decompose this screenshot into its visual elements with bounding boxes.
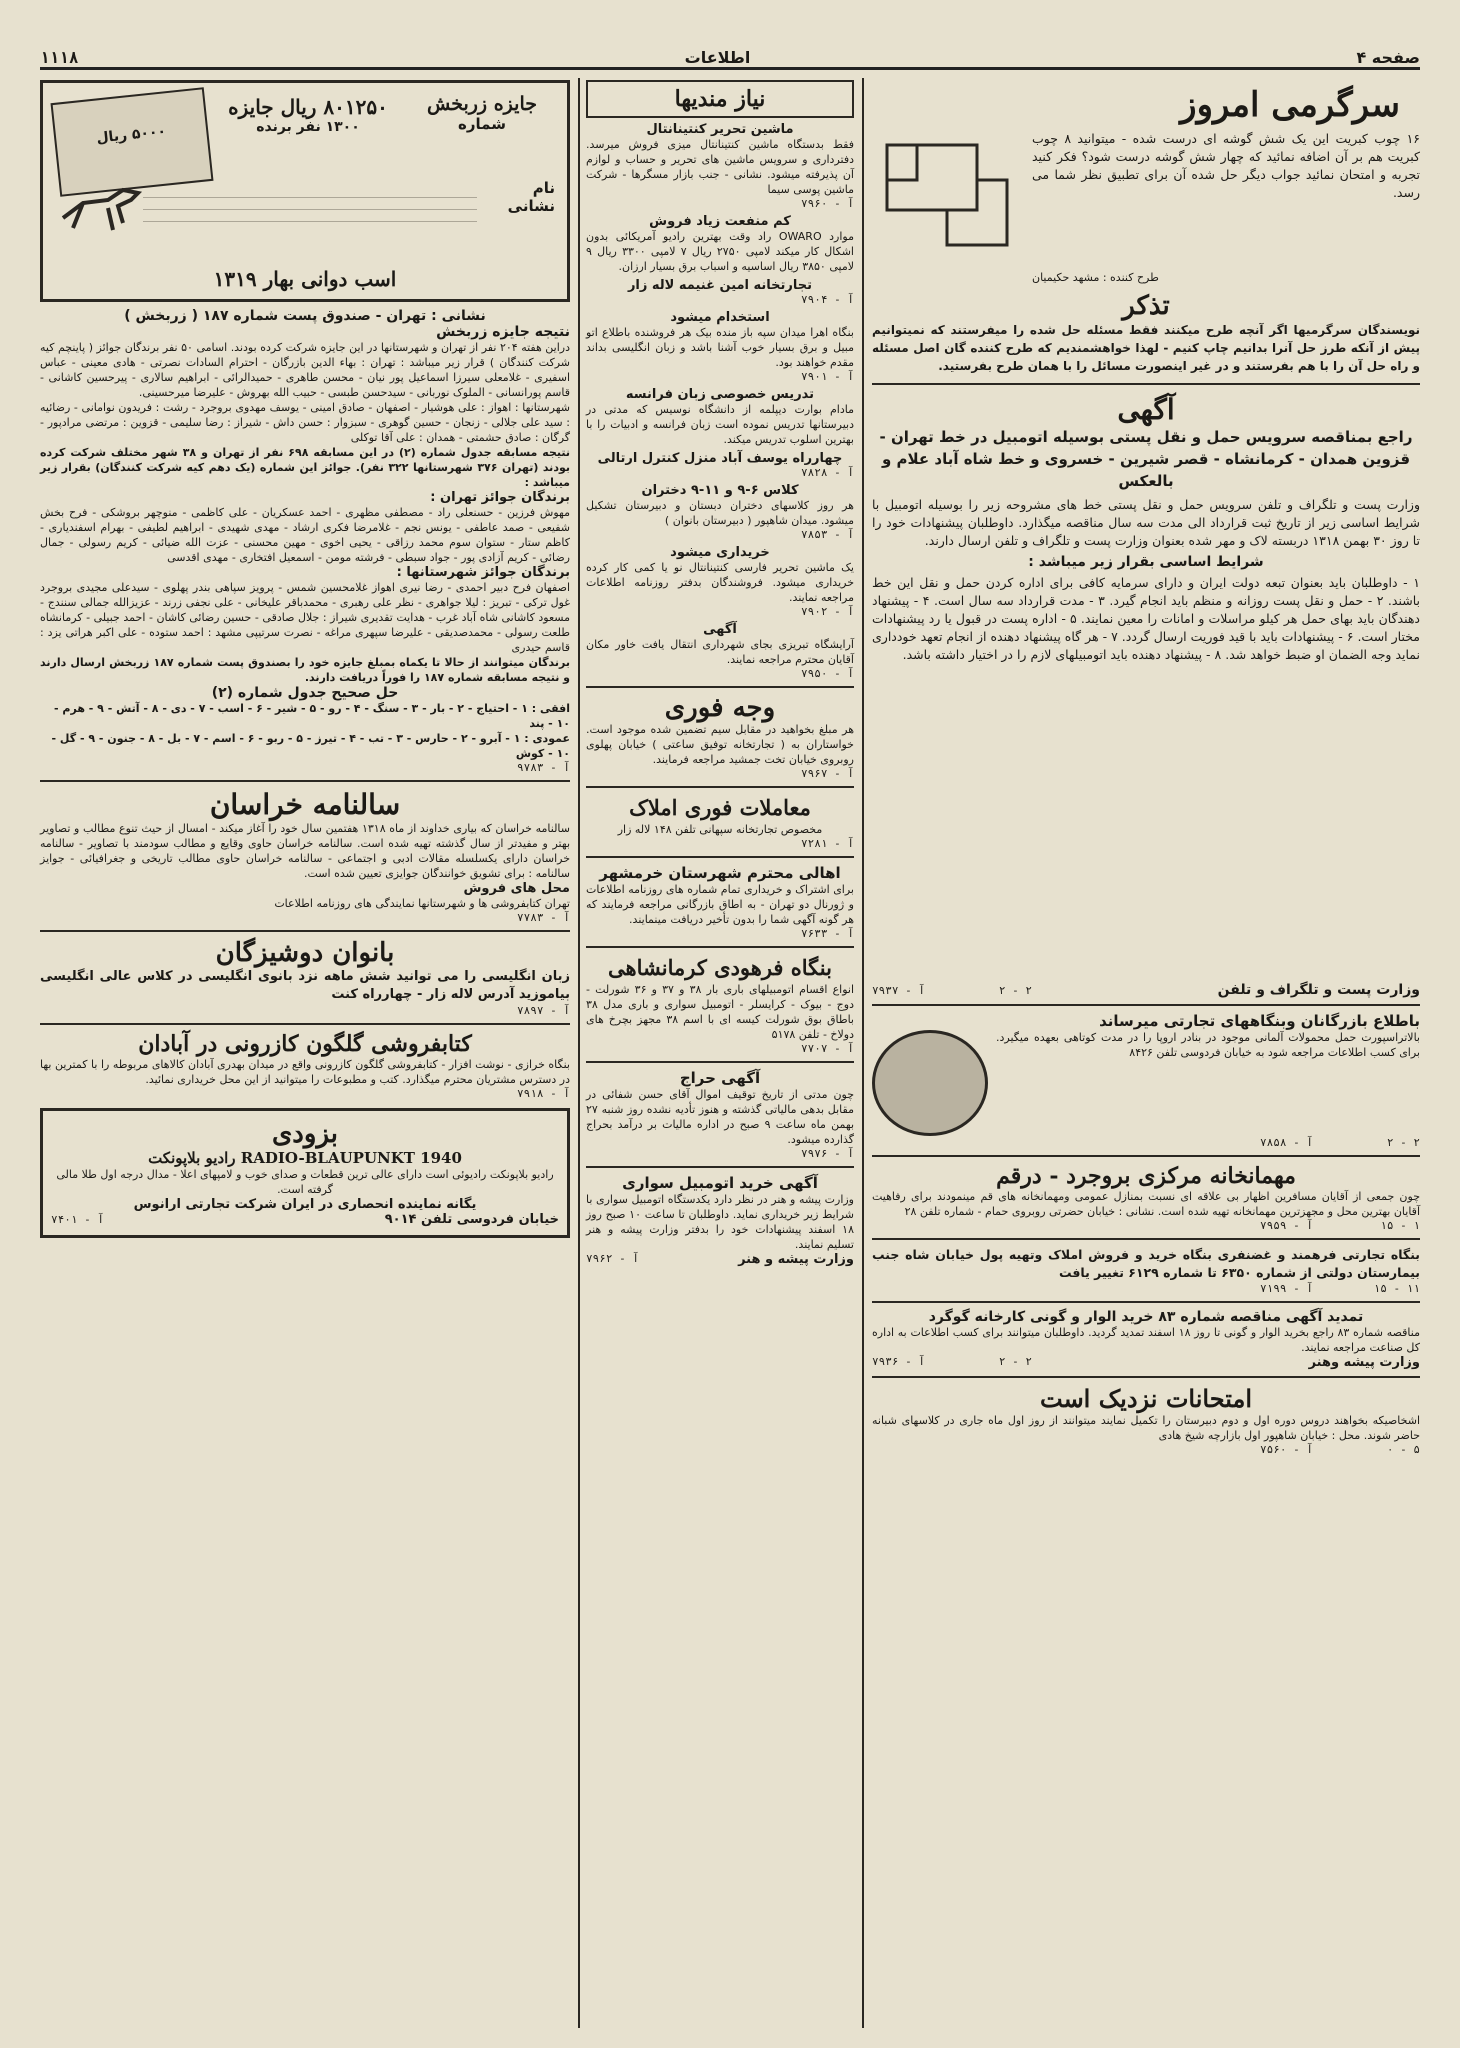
divider	[872, 1376, 1420, 1378]
needs-ad-title: کم منفعت زیاد فروش	[649, 214, 791, 229]
needs-ad	[586, 214, 854, 274]
tazakkor-title: تذکر	[1122, 291, 1170, 321]
needs-ad-title: کلاس ۶-۹ و ۱۱-۹ دختران	[641, 483, 799, 498]
exams-title: امتحانات نزدیک است	[1040, 1384, 1252, 1413]
radio-product: RADIO-BLAUPUNKT 1940 رادیو بلاپونکت	[148, 1149, 462, 1167]
needs-ad	[586, 310, 854, 383]
needs-ad-text: بنگاه اهرا میدان سپه باز منده بیک هر فروشنده باطلاع اتو مبیل و برق بسیار خوب آشنا باشد و زبان انگلیسی بداند مقدم خواهند بود.	[586, 326, 854, 369]
bongah-title: بنگاه فرهودی کرمانشاهی	[608, 955, 832, 980]
needs-title: نیاز مندیها	[586, 80, 854, 118]
tehran-winners: مهوش فرزین - حسنعلی راد - مصطفی مظهری - احمد عسکریان - علی کاظمی - منوچهر بروشکی - فرح بخش شفیعی - صمد عاطفی - یونس نجم - غلامرضا فکری ارشاد - مهدی شهیدی - ابراهیم لطیفی - بهرام اسفندیاری - کاظم ستار - ستوان سوم محمد رزاقی - یحیی اخوی - مهین محسنی - عزت الله ضیائی - کریم رسولی - جمال رضائی - کریم آزادی پور - جواد سبطی - فرشته مومن - اسمعیل افتخاری - مهدی اقدسی	[40, 506, 570, 564]
needs-ad-title: خریداری میشود	[670, 545, 770, 560]
sargarmi-text: ۱۶ چوب کبریت این یک شش گوشه ای درست شده - میتوانید ۸ چوب کبریت هم بر آن اضافه نمائید که چهار شش گوشه درست شود؟ فکر کنید تجربه و امتحان نمائید جواب دیگر حل شده آن برای تطبیق نظر شما می رسد.	[1032, 131, 1420, 200]
issue-date: ۱۱۱۸	[40, 48, 79, 67]
salname-text: سالنامه خراسان که بیاری خداوند از ماه ۱۳۱۸ هفتمین سال خود را آغاز میکند - امسال از حیث تنوع مطالب و تصاویر بهتر و مفیدتر از سال گذشته تهیه شده است. سالنامه خراسان حاوی وقایع و مطالب سودمند با تصاویر - سالنامه خراسان دارای یکسلسله مقالات ادبی و اجتماعی - سالنامه خراسان حاوی مطالب تاریخی و جغرافیائی - جوایز سالنامه : برای تشویق خوانندگان جوایزی تعیین شده است.	[40, 822, 570, 880]
prize-ad-box	[40, 80, 570, 302]
column-rule-right	[862, 78, 864, 2028]
tehran-winners-title: برندگان جوائز تهران :	[430, 490, 570, 505]
divider	[586, 1166, 854, 1168]
agahi-code: ۲ - ۲ آ - ۷۹۳۷	[872, 983, 1032, 997]
divider	[40, 1023, 570, 1025]
sargarmi-designer: طرح کننده : مشهد حکیمیان	[1032, 271, 1159, 284]
banuan-title: بانوان دوشیزگان	[215, 938, 395, 968]
needs-ad	[586, 387, 854, 447]
exams-text: اشخاصیکه بخواهند دروس دوره اول و دوم دبیرستان را تکمیل نمایند میتوانند از روز اول ماه جاری در کلاسهای شبانه حاضر شوند. محل : خیابان شاهپور اول بازارچه شیخ هادی	[872, 1414, 1420, 1442]
globe-logo-icon	[872, 1030, 988, 1136]
agahi-conditions-title: شرایط اساسی بقرار زیر میباشد :	[1028, 554, 1264, 570]
tazakkor-text: نویسندگان سرگرمیها اگر آنچه طرح میکنند فقط مسئله حل شده را میفرستند که نمیتوانیم پیش از آنکه طرز حل آنرا بدانیم چاپ کنیم - لهذا خواهشمندیم که طرح کننده گان اصل مسئله و راه حل آن را با هم بفرستند و در غیر اینصورت مسائل را با همان طرح بفرستید.	[872, 323, 1420, 373]
form-fill-lines	[143, 191, 477, 231]
divider	[872, 1238, 1420, 1240]
car-ad-signature: وزارت پیشه و هنر	[738, 1252, 854, 1267]
amlak-title: معاملات فوری املاک	[629, 795, 811, 820]
needs-ad-code: آ - ۷۹۵۰	[801, 667, 854, 680]
monaqese-code: ۲ - ۲ آ - ۷۹۳۶	[872, 1355, 1032, 1368]
monaqese-text: مناقصه شماره ۸۳ راجع بخرید الوار و گونی تا روز ۱۸ اسفند تمدید گردید. داوطلبان میتوانند برای کسب اطلاعات به اداره کل صناعت مراجعه نمایند.	[872, 1326, 1420, 1354]
divider	[586, 856, 854, 858]
needs-ad	[586, 451, 854, 479]
radio-agent: یگانه نماینده انحصاری در ایران شرکت تجارتی ارانوس	[133, 1197, 477, 1212]
needs-ad-text: هر روز کلاسهای دختران دبستان و دبیرستان تشکیل میشود. میدان شاهپور ( دبیرستان بانوان )	[586, 499, 854, 527]
vajh-code: آ - ۷۹۶۷	[801, 767, 854, 780]
needs-ad-code: آ - ۷۹۰۴	[801, 293, 854, 306]
provinces-winners-title: برندگان جوائز شهرستانها :	[396, 565, 570, 580]
salname-sales: تهران کتابفروشی ها و شهرستانها نمایندگی های روزنامه اطلاعات	[274, 897, 570, 910]
car-ad-title: آگهی خرید اتومبیل سواری	[622, 1174, 818, 1192]
divider	[40, 930, 570, 932]
solution-horizontal: افقی : ۱ - احتیاج - ۲ - بار - ۳ - سنگ - ۴ - رو - ۵ - شیر - ۶ - اسب - ۷ - دی - ۸ - آتش - ۹ - هرم - ۱۰ - پند	[54, 702, 570, 730]
radio-text: رادیو بلاپونکت رادیوئی است دارای عالی ترین قطعات و صدای خوب و لامپهای اعلا - مدال درجه اول طلا مالی گرفته است.	[56, 1168, 554, 1196]
needs-ad-text: مادام بوارت دیپلمه از دانشگاه نوسیس که مدتی در دبیرستانها تدریس نموده است زبان فرانسه و ادبیات را با بهترین اسلوب تدریس میکند.	[586, 403, 854, 446]
radio-address: خیابان فردوسی تلفن ۹۰۱۴	[384, 1212, 559, 1227]
agahi-headline: راجع بمناقصه سرویس حمل و نقل پستی بوسیله اتومبیل در خط تهران - قزوین همدان - کرمانشاه - قصر شیرین - خسروی و خط شاه آباد علام و بالعکس	[879, 428, 1413, 490]
divider	[586, 786, 854, 788]
ketab-code: آ - ۷۹۱۸	[517, 1087, 570, 1100]
trade-text: بنگاه تجارتی فرهمند و غضنفری بنگاه خرید و فروش املاک وتهیه پول خیابان شاه جنب بیمارستان دولتی از شماره ۶۳۵۰ تا شماره ۶۱۲۹ تغییر یافت	[872, 1247, 1420, 1280]
page-label: صفحه ۴	[1356, 48, 1420, 67]
amlak-text: مخصوص تجارتخانه سپهانی تلفن ۱۴۸ لاله زار	[617, 823, 823, 836]
needs-ad-text: موارد OWARO راد وقت بهترین رادیو آمریکائی بدون اشکال کار میکند لامپی ۲۷۵۰ ریال ۷ لامپی ۳۳۰۰ ریال ۹ لامپی ۳۸۵۰ ریال اساسیه و اسباب برق بسیار ارزان.	[586, 230, 854, 273]
needs-ad-title: چهارراه یوسف آباد منزل کنترل ارتالی	[597, 451, 843, 466]
radio-title: بزودی	[271, 1119, 339, 1149]
ketab-text: بنگاه خرازی - نوشت افزار - کتابفروشی گلگون کازرونی واقع در میدان بهدری آبادان کالاهای مربوطه را با کمترین بها در دسترس مشتریان محترم میگذارد. کتب و مطبوعات را میتوانید از این محل خریداری نمائید.	[40, 1058, 570, 1086]
amlak-code: آ - ۷۲۸۱	[801, 837, 854, 850]
needs-ad-code: آ - ۷۹۶۰	[801, 197, 854, 210]
divider	[872, 1301, 1420, 1303]
middle-column	[586, 80, 854, 2010]
divider	[872, 1004, 1420, 1006]
needs-ad-title: استخدام میشود	[670, 310, 770, 325]
haraj-title: آگهی حراج	[679, 1069, 761, 1087]
trade-code: ۱۱ - ۱۵ آ - ۷۱۹۹	[1260, 1282, 1420, 1295]
prize-title: جایزه زربخش	[426, 93, 537, 115]
divider	[40, 780, 570, 782]
right-column	[872, 80, 1420, 2010]
sargarmi-title: سرگرمی امروز	[1180, 85, 1400, 125]
prize-amount-block	[213, 95, 403, 135]
khorramshahr-title: اهالی محترم شهرستان خرمشهر	[599, 864, 841, 882]
car-ad-code: آ - ۷۹۶۲	[586, 1252, 639, 1265]
matchstick-puzzle-figure	[872, 130, 1022, 270]
form-labels	[508, 179, 555, 215]
needs-ad-title: تجارتخانه امین غنیمه لاله زار	[627, 278, 813, 293]
agahi-signature: وزارت پست و تلگراف و تلفن	[1217, 982, 1420, 998]
bongah-code: آ - ۷۷۰۷	[801, 1042, 854, 1055]
car-ad-text: وزارت پیشه و هنر در نظر دارد یکدستگاه اتومبیل سواری با شرایط زیر خریداری نماید. داوطلبان تا ساعت ۱۰ صبح روز ۱۸ اسفند پیشنهادات خود را بدفتر وزارت پیشه و هنر تسلیم نمایند.	[586, 1193, 854, 1251]
ticket-value: ۵۰۰۰ ریال	[95, 123, 167, 147]
vajh-text: هر مبلغ بخواهید در مقابل سیم تضمین شده موجود است. خواستاران به ( تجارتخانه توفیق ساعتی ) خیابان پهلوی روبروی خیابان تخت جمشید مراجعه فرمایند.	[586, 723, 854, 766]
hotel-code: ۱ - ۱۵ آ - ۷۹۵۹	[1260, 1219, 1420, 1232]
radio-code: آ - ۷۴۰۱	[51, 1213, 104, 1226]
left-column	[40, 80, 570, 2010]
address-label: نشانی	[507, 197, 555, 215]
needs-ad-code: آ - ۷۹۰۲	[801, 605, 854, 618]
needs-ad	[586, 483, 854, 541]
brand-ad-text: بالاتراسپورت حمل محمولات آلمانی موجود در بنادر اروپا را در مدت کوتاهی بعهده میگیرد. برای کسب اطلاعات مراجعه شود به خیابان فردوسی تلفن ۸۴۲۶	[996, 1031, 1420, 1059]
table-result: نتیجه مسابقه جدول شماره (۲) در این مسابقه ۶۹۸ نفر از تهران و ۳۸ شهر مختلف شرکت کرده بودند (تهران ۳۷۶ شهرستانها ۳۲۲ نفر). جوائز این شماره (یک دهم کیه شرکت کنندگان) بقرار زیر میباشد :	[40, 446, 570, 489]
salname-sales-title: محل های فروش	[463, 881, 570, 896]
radio-ad-box	[40, 1108, 570, 1238]
monaqese-signature: وزارت پیشه وهنر	[1308, 1355, 1420, 1370]
exams-code: ۵ - ۰ آ - ۷۵۶۰	[1260, 1443, 1420, 1456]
solution-title: حل صحیح جدول شماره (۲)	[211, 685, 399, 701]
divider	[872, 1155, 1420, 1157]
prize-amount: ۸۰۱۲۵۰ ریال جایزه	[228, 95, 388, 119]
banuan-text: زبان انگلیسی را می توانید شش ماهه نزد بانوی انگلیسی در کلاس عالی انگلیسی بیاموزید آدرس لاله زار - چهارراه کنت	[40, 969, 570, 1002]
results-title: نتیجه جایزه زربخش	[436, 324, 570, 340]
results-provinces: شهرستانها : اهواز : علی هوشیار - اصفهان - صادق امینی - یوسف مهدوی بروجرد - رشت : فریدون نوامانی - رضائیه : سید علی جلالی - زنجان - حسین گوهری - سبزوار : حسن داش - شیراز : رضا سلیمی - قزوین : مرتضی مرادپور - گرگان : صادق حشمتی - همدان : علی آقا توکلی	[40, 401, 570, 444]
prize-winners: ۱۳۰۰ نفر برنده	[256, 119, 360, 135]
divider	[586, 686, 854, 688]
bongah-text: انواع اقسام اتومبیلهای باری بار ۳۸ و ۳۷ و ۳۶ شورلت - دوج - بیوک - کرایسلر - اتومبیل سواری و باری مدل ۳۸ باطاق بوق شورلت کیسه ای با اسم ۳۸ مجهز بچرخ های دولاخ - تلفن ۵۱۷۸	[586, 983, 854, 1041]
horse-race-caption: اسب دوانی بهار ۱۳۱۹	[213, 267, 397, 291]
paper-name: اطلاعات	[684, 48, 751, 67]
agahi-title: آگهی	[1117, 393, 1175, 426]
brand-ad-title: باطلاع بازرگانان وبنگاههای تجارتی میرساند	[1099, 1012, 1420, 1030]
solution-vertical: عمودی : ۱ - آبرو - ۲ - حارس - ۳ - تب - ۴ - تیرز - ۵ - ربو - ۶ - اسم - ۷ - بل - ۸ - جنون - ۹ - گل - ۱۰ - کوش	[51, 732, 570, 760]
khorramshahr-code: آ - ۷۶۳۳	[801, 927, 854, 940]
needs-ad-text: فقط بدستگاه ماشین کنتینانتال میزی فروش میرسد. دفترداری و سرویس ماشین های تحریر و حساب و لوازم آن پذیرفته میشود. نشانی - جنب بازار مسگرها - شرکت ماشین پوسی سیما	[586, 138, 854, 196]
results-notice: برندگان میتوانند از حالا تا یکماه بمبلغ جایزه خود را بصندوق پست شماره ۱۸۷ زربخش ارسال دارند و نتیجه مسابقه شماره ۱۸۷ را فوراً دریافت دارند.	[40, 656, 570, 684]
agahi-body: وزارت پست و تلگراف و تلفن سرویس حمل و نقل پستی خط های مشروحه زیر را بوسیله اتومبیل با شرایط اساسی زیر از تاریخ ثبت قرارداد الی مدت سه سال مناقصه میگذارد. داوطلبان پیشنهادات خود را تا روز ۳۰ بهمن ۱۳۱۸ دربسته لاک و مهر شده بعنوان وزارت پست و تلگراف و تلفن ارسال دارند.	[872, 497, 1420, 548]
name-label: نام	[532, 179, 555, 197]
monaqese-title: تمدید آگهی مناقصه شماره ۸۳ خرید الوار و گونی کارخانه گوگرد	[928, 1309, 1364, 1325]
provinces-winners: اصفهان فرح دبیر احمدی - رضا نیری اهواز غلامحسین شمس - پرویز سپاهی بندر پهلوی - سیدعلی مجیدی بروجرد غول ترکی - تبریز : لیلا جواهری - نظر علی رهبری - محمدباقر علیخانی - علی نجفی زرند - عزیزالله جمالی سنندج - مسعود کاشانی شاه آباد غرب - هدایت تقدیری شیراز : جلال صادقی - حسین رضائی کاشان - احمد جبیلی - کرمانشاه طلعت رسولی - محمدصدیقی - علیرضا سپهری مراغه - نصرت سرتیپی مشهد : احمد ستوده - علی اکبر هراتی یزد : قاسم حیدری	[40, 581, 570, 654]
divider	[586, 946, 854, 948]
needs-ad-text: یک ماشین تحریر فارسی کنتینانتال نو یا کمی کار کرده خریداری میشود. فروشندگان بدفتر روزنامه اطلاعات مراجعه نمایند.	[586, 561, 854, 604]
needs-ad-title: تدریس خصوصی زبان فرانسه	[625, 387, 815, 402]
page-header	[40, 30, 1420, 70]
racehorse-icon	[53, 178, 153, 238]
results-code: آ - ۹۷۸۳	[517, 761, 570, 774]
salname-title: سالنامه خراسان	[209, 788, 401, 821]
banuan-code: آ - ۷۸۹۷	[517, 1004, 570, 1017]
salname-code: آ - ۷۷۸۳	[517, 911, 570, 924]
needs-ad-code: آ - ۷۸۵۳	[801, 528, 854, 541]
prize-number-label: شماره	[458, 115, 506, 133]
needs-ad	[586, 622, 854, 680]
agahi-conditions: ۱ - داوطلبان باید بعنوان تبعه دولت ایران و دارای سرمایه کافی برای اداره کردن حمل و نقل این خط باشند. ۲ - حمل و نقل پست روزانه و منظم باید انجام گیرد. ۳ - مدت قرارداد سه سال است. ۴ - پیشنهاد دهندگان باید بهای حمل هر کیلو مراسلات و امانات را معین نمایند. ۵ - اداره پست در قبول یا رد پیشنهادات مختار است. ۶ - پیشنهادات باید با قید فوریت ارسال گردد. ۷ - هر گاه پیشنهاد دهنده از انجام تعهد خودداری نماید وجه الضمان او ضبط خواهد شد. ۸ - پیشنهاد دهنده باید اتومبیلهای لازم را در اختیار داشته باشد.	[872, 575, 1420, 662]
needs-ad	[586, 122, 854, 210]
khorramshahr-text: برای اشتراک و خریداری تمام شماره های روزنامه اطلاعات و ژورنال دو تهران - به اطاق بازرگانی مراجعه فرمایند که هر گونه آگهی شما را بدون تأخیر دریافت مینمایند.	[586, 883, 854, 926]
haraj-text: چون مدتی از تاریخ توقیف اموال آقای حسن شفائی در مقابل بدهی مالیاتی گذشته و هنوز تأدیه نشده روز شنبه ۲۷ بهمن ماه ساعت ۹ صبح در اداره مالیات بر درآمد بحراج گذارده میشود.	[586, 1088, 855, 1146]
results-address: نشانی : تهران - صندوق پست شماره ۱۸۷ ( زربخش )	[124, 308, 486, 324]
matchstick-hexagon-icon	[872, 130, 1022, 270]
divider	[872, 383, 1420, 385]
brand-ad-code: ۲ - ۲ آ - ۷۸۵۸	[1260, 1136, 1420, 1149]
divider	[586, 1061, 854, 1063]
needs-ad-code: آ - ۷۹۰۱	[801, 370, 854, 383]
hotel-title: مهمانخانه مرکزی بروجرد - درقم	[996, 1163, 1296, 1189]
ketab-title: کتابفروشی گلگون کازرونی در آبادان	[138, 1031, 472, 1057]
haraj-code: آ - ۷۹۷۶	[801, 1147, 854, 1160]
prize-title-block	[407, 93, 557, 133]
needs-ad	[586, 545, 854, 618]
needs-ad-title: آگهی	[703, 622, 737, 637]
results-body: دراین هفته ۲۰۴ نفر از تهران و شهرستانها در این جایزه شرکت کرده بودند. اسامی ۵۰ نفر برندگان جوائز ( پاینچم کیه شرکت کنندگان ) قرار زیر میباشد : تهران : بهاء الدین بازرگان - احترام السادات نصرتی - هادی معینی - عباس اسفیری - غلامعلی سیرزا اسماعیل پور نیان - محسن طاهری - حمیدالرائی - ابراهیم سالاری - پیرحسین کاشانی - قاسم پورانسانی - الملوک نوربانی - سیدحسن طبسی - حبیب الله بهروش - علیرضا میرحسینی.	[40, 341, 571, 399]
needs-ad-code: آ - ۷۸۲۸	[801, 466, 854, 479]
needs-ad-title: ماشین تحریر کنتینانتال	[646, 122, 794, 137]
column-rule-left	[578, 78, 580, 2028]
needs-ad-text: آرایشگاه تبریزی بجای شهرداری انتقال یافت خاور مکان آقایان محترم مراجعه نمایند.	[586, 638, 854, 666]
hotel-text: چون جمعی از آقایان مسافرین اظهار بی علاقه ای نسبت بمنازل عمومی ومهمانخانه های قم مینمودند برای رفاهیت آقایان بهترین محل و مجهزترین مهمانخانه تهیه شده است. نشانی : خیابان حضرتی روبروی حمام - شماره تلفن ۲۸	[872, 1190, 1420, 1218]
vajh-title: وجه فوری	[664, 693, 776, 723]
needs-ad	[586, 278, 854, 306]
